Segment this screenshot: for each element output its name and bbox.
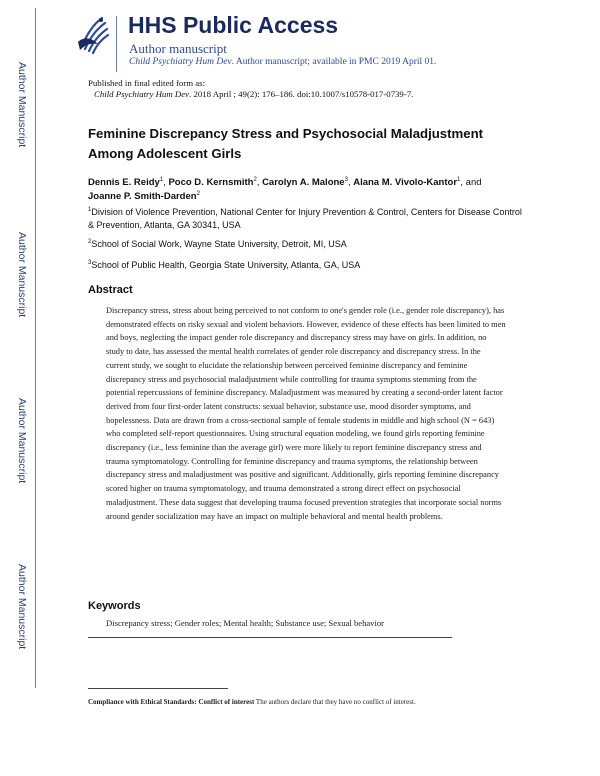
hhs-eagle-logo-icon [72,12,112,58]
author-affiliation-mark: 1 [457,176,461,183]
hhs-header [72,12,572,74]
author-name: Poco D. Kernsmith [168,177,254,188]
sidebar-label: Author Manuscript [16,62,28,148]
author-manuscript-label: Author manuscript [129,41,227,56]
footnote-label: Compliance with Ethical Standards: Conflict of interest [88,698,255,706]
keywords-divider [88,637,452,638]
citation-details: . 2018 April ; 49(2): 176–186. doi:10.1007/s10578-017-0739-7. [189,89,414,99]
author-affiliation-mark: 2 [253,176,257,183]
affiliation [88,206,528,232]
footnote-text: The authors declare that they have no conflict of interest. [254,698,416,706]
author-name: Dennis E. Reidy [88,177,160,188]
abstract-heading: Abstract [88,284,133,296]
abstract-body: Discrepancy stress, stress about being perceived to not conform to one's gender role (i.e., gender role discrepancy), has demonstrated effects on risky sexual and violent behaviors. However, evidence of these effects has been limited to men and boys, neglecting the impact gender role discrepancy and discrepancy stress may have on girls. In addition, no study to date, has assessed the mental health correlates of gender role discrepancy and discrepancy stress. In the current study, we sought to elucidate the relationship between perceived feminine discrepancy and feminine discrepancy stress and psychosocial maladjustment while controlling for trauma symptoms stemming from the potential repercussions of feminine discrepancy. Maladjustment was measured by creating a second-order latent factor derived from four first-order latent constructs: sexual behavior, substance use, mood disorder symptoms, and hopelessness. Data are drawn from a cross-sectional sample of female students in middle and high school (N = 643) who completed self-report questionnaires. Using structural equation modeling, we found girls reporting feminine discrepancy (i.e., less feminine than the average girl) were more likely to report feminine discrepancy stress and trauma symptomatology. Controlling for feminine discrepancy and trauma symptoms, the relationship between discrepancy stress and maladjustment was positive and significant. Additionally, girls reporting feminine discrepancy scored higher on trauma symptomatology, and trauma demonstrated a strong direct effect on psychosocial maladjustment. These data suggest that developing trauma focused prevention strategies that incorporate social norms around gender socialization may have an impact on multiple behavioral and mental health problems. [106,306,506,521]
keywords-list: Discrepancy stress; Gender roles; Mental health; Substance use; Sexual behavior [106,618,385,628]
affiliation-mark: 2 [88,239,92,245]
author-name: Joanne P. Smith-Darden [88,191,197,202]
affiliation [88,238,528,251]
article-title: Feminine Discrepancy Stress and Psychosocial Maladjustment Among Adolescent Girls [88,126,484,161]
sidebar-label: Author Manuscript [16,232,28,318]
sidebar-divider [35,8,36,688]
author-conjunction: and [465,177,482,188]
hhs-public-access-title: HHS Public Access [128,12,339,38]
affiliation [88,259,528,272]
sidebar-label: Author Manuscript [16,398,28,484]
affiliation-text: Division of Violence Prevention, National Center for Injury Prevention & Control, Centers for Disease Control & Prevention, Atlanta, GA 30341, USA [88,207,522,230]
author-affiliation-mark: 2 [196,190,200,197]
availability-line [129,57,436,67]
citation-journal: Child Psychiatry Hum Dev [94,89,190,99]
author-list: Dennis E. Reidy$^1$, Poco D. Kernsmith$^2$, Carolyn A. Malone$^3$, Alana M. Vivolo-Kantor$^1$, and Joanne P. Smith-Darden$^2$ [88,176,482,202]
affiliation-text: School of Public Health, Georgia State University, Atlanta, GA, USA [91,260,361,270]
availability-text: . Author manuscript; available in PMC 2019 April 01. [231,57,437,67]
author-name: Carolyn A. Malone [262,177,345,188]
header-divider [116,16,117,72]
manuscript-sidebar [0,0,36,776]
affiliation-mark: 3 [88,260,92,266]
affiliation-text: School of Social Work, Wayne State University, Detroit, MI, USA [91,239,347,249]
published-label: Published in final edited form as: [88,78,206,88]
footnote-divider [88,688,228,689]
keywords-heading: Keywords [88,600,141,612]
sidebar-label: Author Manuscript [16,564,28,650]
conflict-footnote [88,698,416,706]
author-name: Alana M. Vivolo-Kantor [353,177,458,188]
citation [94,89,413,99]
author-affiliation-mark: 1 [159,176,164,183]
affiliation-mark: 1 [88,207,92,213]
journal-name: Child Psychiatry Hum Dev [129,57,232,67]
author-affiliation-mark: 3 [344,176,348,183]
